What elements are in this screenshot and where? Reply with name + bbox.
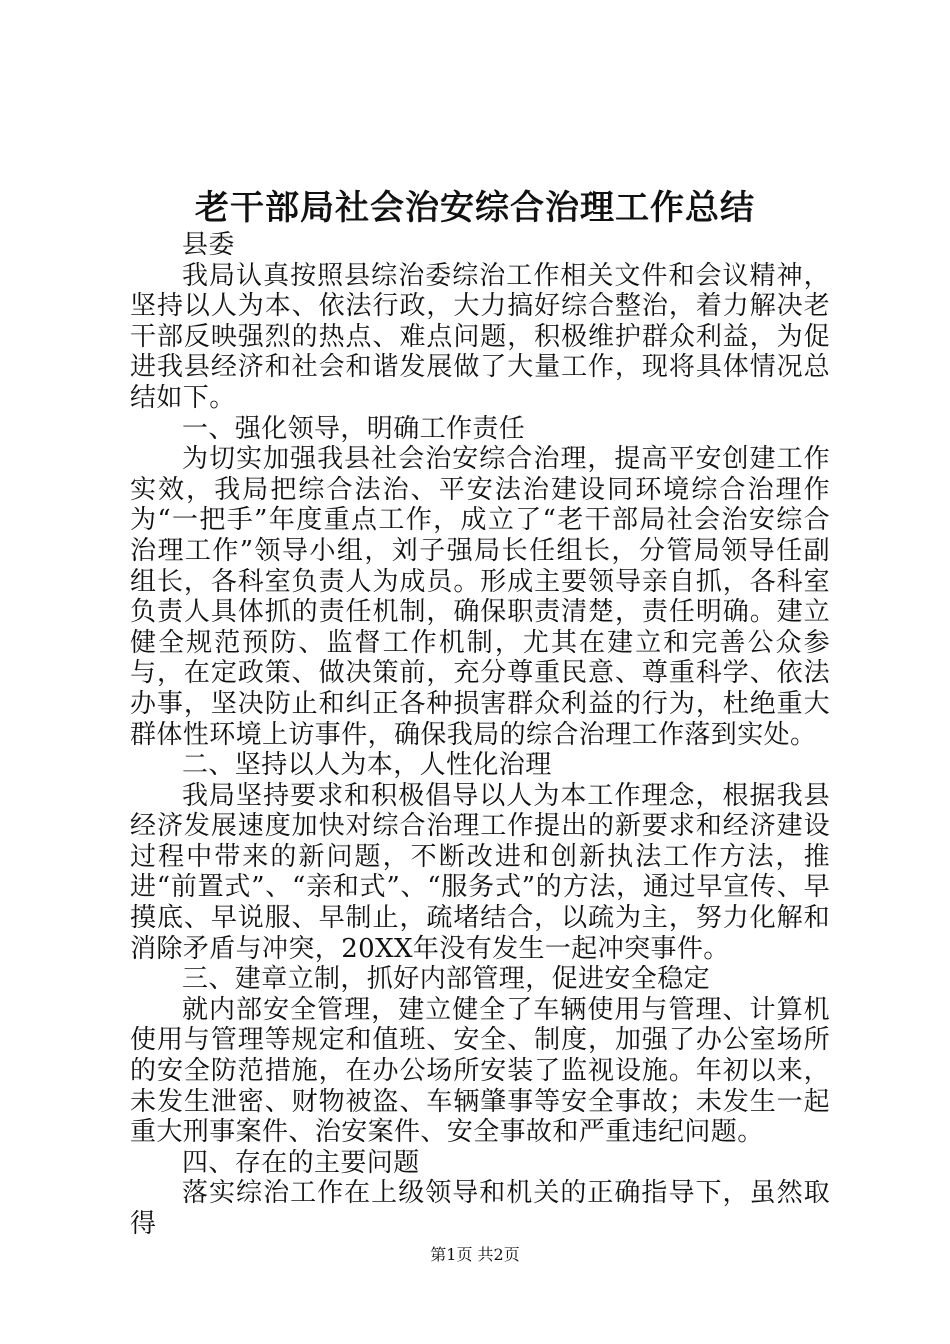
addressee-line: 县委 [182,230,235,260]
page-number-footer: 第1页 共2页 [430,1245,520,1264]
section-heading-4: 四、存在的主要问题 [182,1147,420,1178]
document-title: 老干部局社会治安综合治理工作总结 [195,188,755,228]
intro-paragraph: 我局认真按照县综治委综治工作相关文件和会议精神，坚持以人为本、依法行政，大力搞好综合整治，着力解决老干部反映强烈的热点、难点问题，积极维护群众利益，为促进我县经济和社会和谐发展做了大量工作，现将具体情况总结如下。 [130,260,830,413]
section-heading-1: 一、强化领导，明确工作责任 [182,413,526,444]
document-body [130,230,830,1240]
section-paragraph-4: 落实综治工作在上级领导和机关的正确指导下，虽然取得 [130,1178,830,1239]
section-paragraph-3: 就内部安全管理，建立健全了车辆使用与管理、计算机使用与管理等规定和值班、安全、制度，加强了办公室场所的安全防范措施，在办公场所安装了监视设施。年初以来，未发生泄密、财物被盗、车辆肇事等安全事故；未发生一起重大刑事案件、治安案件、安全事故和严重违纪问题。 [130,994,830,1148]
section-heading-3: 三、建章立制，抓好内部管理，促进安全稳定 [182,964,711,995]
section-paragraph-2: 我局坚持要求和积极倡导以人为本工作理念，根据我县经济发展速度加快对综合治理工作提出的新要求和经济建设过程中带来的新问题，不断改进和创新执法工作方法，推进“前置式”、“亲和式”、“服务式”的方法，通过早宣传、早摸底、早说服、早制止，疏堵结合，以疏为主，努力化解和消除矛盾与冲突，20XX年没有发生一起冲突事件。 [130,780,830,964]
section-heading-2: 二、坚持以人为本，人性化治理 [182,750,552,781]
section-paragraph-1: 为切实加强我县社会治安综合治理，提高平安创建工作实效，我局把综合法治、平安法治建设同环境综合治理作为“一把手”年度重点工作，成立了“老干部局社会治安综合治理工作”领导小组，刘子强局长任组长，分管局领导任副组长，各科室负责人为成员。形成主要领导亲自抓，各科室负责人具体抓的责任机制，确保职责清楚，责任明确。建立健全规范预防、监督工作机制，尤其在建立和完善公众参与，在定政策、做决策前，充分尊重民意、尊重科学、依法办事，坚决防止和纠正各种损害群众利益的行为，杜绝重大群体性环境上访事件，确保我局的综合治理工作落到实处。 [130,444,830,750]
